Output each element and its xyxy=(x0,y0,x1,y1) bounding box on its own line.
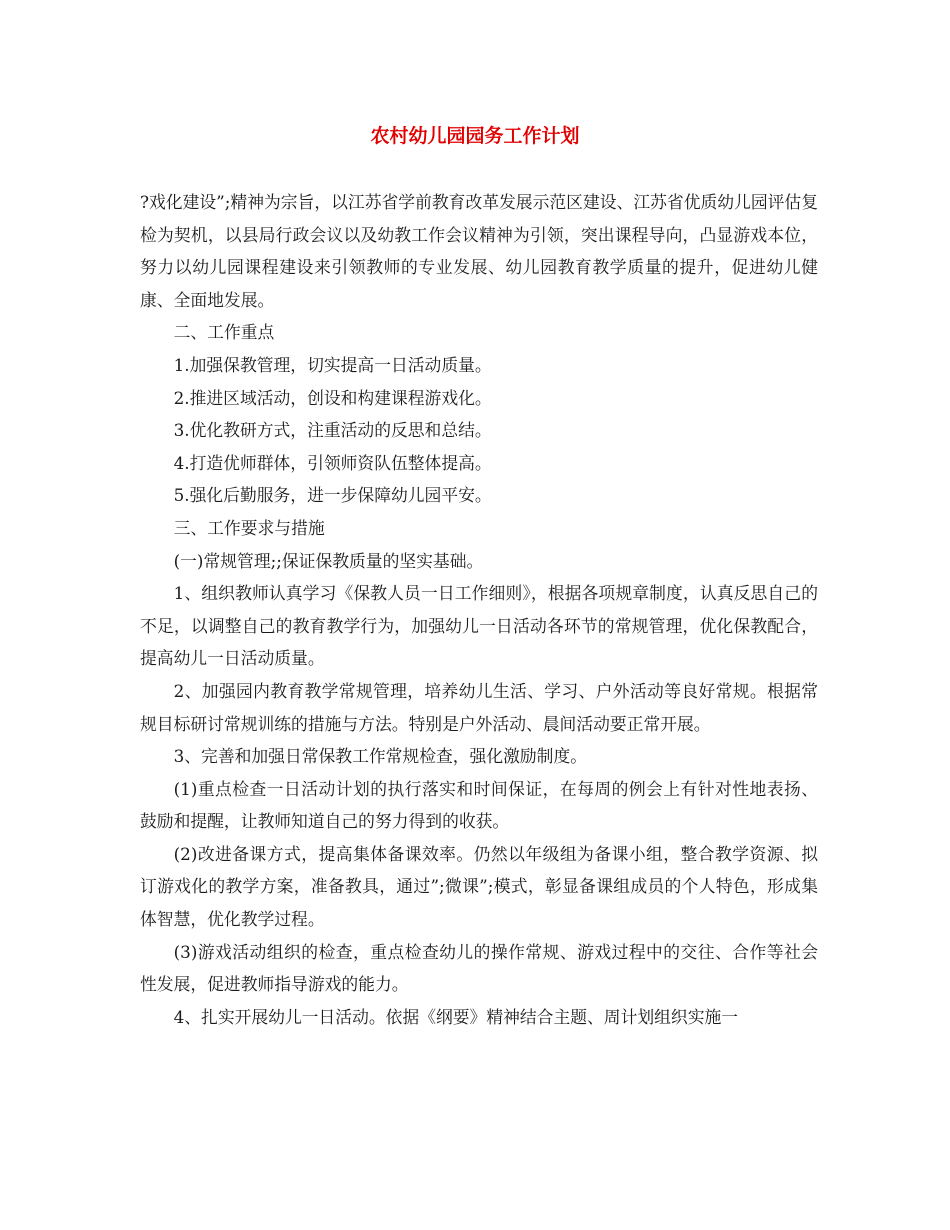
heading-work-focus: 二、工作重点 xyxy=(173,322,275,343)
paragraph: (1)重点检查一日活动计划的执行落实和时间保证，在每周的例会上有针对性地表扬、鼓励和提醒，让教师知道自己的努力得到的收获。 xyxy=(140,778,818,832)
paragraph: 2、加强园内教育教学常规管理，培养幼儿生活、学习、户外活动等良好常规。根据常规目标研讨常规训练的措施与方法。特别是户外活动、晨间活动要正常开展。 xyxy=(140,680,818,734)
paragraph: (3)游戏活动组织的检查，重点检查幼儿的操作常规、游戏过程中的交往、合作等社会性发展，促进教师指导游戏的能力。 xyxy=(140,941,818,995)
list-item: 2.推进区域活动，创设和构建课程游戏化。 xyxy=(173,387,492,408)
paragraph: 1、组织教师认真学习《保教人员一日工作细则》，根据各项规章制度，认真反思自己的不足，以调整自己的教育教学行为，加强幼儿一日活动各环节的常规管理，优化保教配合，提高幼儿一日活动质量。 xyxy=(140,583,818,669)
paragraph: (2)改进备课方式，提高集体备课效率。仍然以年级组为备课小组，整合教学资源、拟订游戏化的教学方案，准备教具，通过”;微课”;模式，彰显备课组成员的个人特色，形成集体智慧，优化教学过程。 xyxy=(140,843,818,930)
paragraph: 3、完善和加强日常保教工作常规检查，强化激励制度。 xyxy=(173,746,588,767)
document-title: 农村幼儿园园务工作计划 xyxy=(370,125,580,147)
subheading-routine-management: (一)常规管理;;保证保教质量的坚实基础。 xyxy=(173,550,484,571)
list-item: 5.强化后勤服务，进一步保障幼儿园平安。 xyxy=(173,485,492,506)
list-item: 4.打造优师群体，引领师资队伍整体提高。 xyxy=(173,452,492,473)
document-body xyxy=(140,186,818,1033)
list-item: 1.加强保教管理，切实提高一日活动质量。 xyxy=(173,354,492,375)
list-item: 3.优化教研方式，注重活动的反思和总结。 xyxy=(173,420,492,441)
paragraph-intro: ?戏化建设”;精神为宗旨，以江苏省学前教育改革发展示范区建设、江苏省优质幼儿园评估复检为契机，以县局行政会议以及幼教工作会议精神为引领，突出课程导向，凸显游戏本位，努力以幼儿园课程建设来引领教师的专业发展、幼儿园教育教学质量的提升，促进幼儿健康、全面地发展。 xyxy=(140,192,818,310)
heading-requirements: 三、工作要求与措施 xyxy=(173,517,325,538)
paragraph: 4、扎实开展幼儿一日活动。依据《纲要》精神结合主题、周计划组织实施一 xyxy=(173,1006,739,1027)
